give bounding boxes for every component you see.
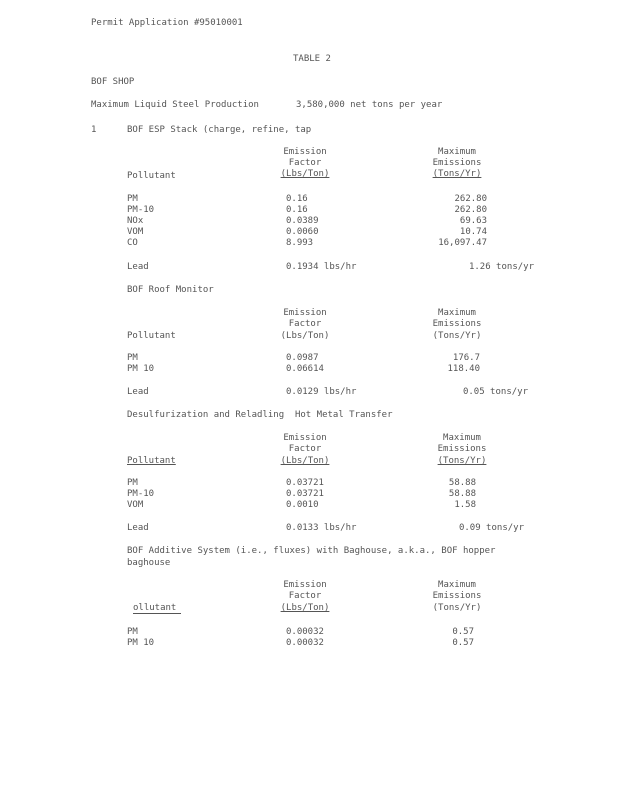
max-emissions: 118.40 [447, 364, 480, 374]
pollutant-header: ollutant [133, 603, 181, 614]
max-emissions: 0.57 [452, 638, 474, 648]
pollutant-header: Pollutant [127, 171, 176, 181]
max-emissions: 10.74 [459, 227, 487, 237]
emission-factor: 0.0010 [286, 500, 319, 510]
max-emissions: 1.58 [454, 500, 476, 510]
lead-max-emissions: 0.09 tons/yr [458, 523, 524, 533]
max-emissions: 176.7 [452, 353, 480, 363]
pollutant-name: PM [127, 627, 138, 637]
factor-header-units: (Lbs/Ton) [280, 603, 330, 613]
emission-factor: 0.00032 [286, 627, 324, 637]
max-emissions: 262.80 [454, 194, 487, 204]
lead-label: Lead [127, 523, 149, 533]
factor-header-units: (Lbs/Ton) [280, 331, 330, 341]
emission-factor: 0.0060 [286, 227, 319, 237]
pollutant-name: PM-10 [127, 205, 155, 215]
max-emissions: 262.80 [454, 205, 487, 215]
max-header-line1: Maximum [438, 147, 476, 157]
page-header: Permit Application #95010001 [91, 18, 243, 28]
max-header-line2: Emissions [432, 319, 482, 329]
max-emissions: 0.57 [452, 627, 474, 637]
section-title: BOF Additive System (i.e., fluxes) with Baghouse, a.k.a., BOF hopper [127, 546, 496, 556]
lead-label: Lead [127, 262, 149, 272]
pollutant-name: PM [127, 478, 138, 488]
section-number: 1 [91, 125, 97, 135]
lead-factor: 0.1934 lbs/hr [286, 262, 357, 272]
section-title: Desulfurization and Reladling Hot Metal Transfer [127, 410, 393, 420]
max-header-line2: Emissions [432, 591, 482, 601]
max-header-line2: Emissions [437, 444, 487, 454]
lead-max-emissions: 0.05 tons/yr [462, 387, 528, 397]
max-header-line2: Emissions [432, 158, 482, 168]
emission-factor: 0.00032 [286, 638, 324, 648]
emission-factor: 8.993 [286, 238, 314, 248]
factor-header-units: (Lbs/Ton) [280, 169, 330, 179]
lead-max-emissions: 1.26 tons/yr [468, 262, 534, 272]
max-header-units: (Tons/Yr) [432, 603, 482, 613]
shop-title: BOF SHOP [91, 77, 135, 87]
lead-label: Lead [127, 387, 149, 397]
max-header-units: (Tons/Yr) [432, 331, 482, 341]
table-title: TABLE 2 [293, 54, 331, 64]
pollutant-name: CO [127, 238, 138, 248]
emission-factor: 0.06614 [286, 364, 324, 374]
pollutant-name: PM [127, 194, 138, 204]
factor-header-line2: Factor [288, 444, 322, 454]
pollutant-name: PM 10 [127, 638, 155, 648]
max-header-line1: Maximum [438, 580, 476, 590]
emission-factor: 0.16 [286, 194, 308, 204]
pollutant-name: PM-10 [127, 489, 155, 499]
max-header-units: (Tons/Yr) [437, 456, 487, 466]
production-label: Maximum Liquid Steel Production [91, 100, 259, 110]
max-header-units: (Tons/Yr) [432, 169, 482, 179]
emission-factor: 0.16 [286, 205, 308, 215]
emission-factor: 0.0389 [286, 216, 319, 226]
pollutant-header: Pollutant [127, 456, 176, 466]
lead-factor: 0.0133 lbs/hr [286, 523, 357, 533]
max-emissions: 16,097.47 [438, 238, 487, 248]
pollutant-name: PM [127, 353, 138, 363]
pollutant-name: VOM [127, 500, 144, 510]
section-title: BOF ESP Stack (charge, refine, tap [127, 125, 312, 135]
factor-header-units: (Lbs/Ton) [280, 456, 330, 466]
production-value: 3,580,000 net tons per year [296, 100, 443, 110]
factor-header-line1: Emission [283, 580, 327, 590]
factor-header-line1: Emission [283, 308, 327, 318]
max-emissions: 58.88 [448, 478, 476, 488]
factor-header-line1: Emission [283, 433, 327, 443]
max-header-line1: Maximum [443, 433, 481, 443]
factor-header-line1: Emission [283, 147, 327, 157]
max-header-line1: Maximum [438, 308, 476, 318]
factor-header-line2: Factor [288, 319, 322, 329]
max-emissions: 69.63 [459, 216, 487, 226]
factor-header-line2: Factor [288, 158, 322, 168]
pollutant-name: NOx [127, 216, 144, 226]
section-title-line2: baghouse [127, 558, 171, 568]
max-emissions: 58.88 [448, 489, 476, 499]
section-title: BOF Roof Monitor [127, 285, 214, 295]
pollutant-header: Pollutant [127, 331, 176, 341]
emission-factor: 0.03721 [286, 478, 324, 488]
lead-factor: 0.0129 lbs/hr [286, 387, 357, 397]
emission-factor: 0.0987 [286, 353, 319, 363]
factor-header-line2: Factor [288, 591, 322, 601]
pollutant-name: VOM [127, 227, 144, 237]
emission-factor: 0.03721 [286, 489, 324, 499]
pollutant-name: PM 10 [127, 364, 155, 374]
